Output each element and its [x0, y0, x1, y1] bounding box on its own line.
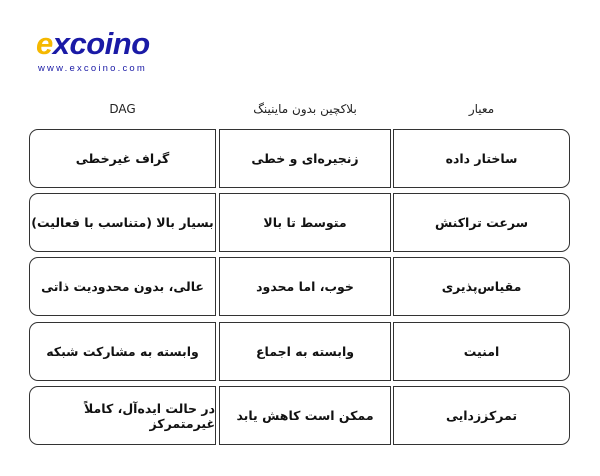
- header-blockchain: بلاکچین بدون ماینینگ: [253, 102, 357, 116]
- cell-dag: وابسته به مشارکت شبکه: [29, 322, 216, 381]
- cell-blockchain: متوسط تا بالا: [219, 193, 391, 252]
- cell-blockchain: وابسته به اجماع: [219, 322, 391, 381]
- cell-criterion: امنیت: [393, 322, 570, 381]
- cell-blockchain: زنجیره‌ای و خطی: [219, 129, 391, 188]
- table-row: [29, 193, 570, 254]
- cell-criterion: مقیاس‌پذیری: [393, 257, 570, 316]
- table-row: [29, 129, 570, 190]
- header-dag: DAG: [109, 102, 136, 116]
- table-row: [29, 322, 570, 383]
- cell-criterion: ساختار داده: [393, 129, 570, 188]
- cell-criterion: سرعت تراکنش: [393, 193, 570, 252]
- cell-blockchain: ممکن است کاهش یابد: [219, 386, 391, 445]
- table-row: [29, 386, 570, 447]
- header-criterion: معیار: [468, 102, 495, 116]
- cell-dag: گراف غیرخطی: [29, 129, 216, 188]
- excoino-logo: [36, 28, 150, 74]
- cell-criterion: تمرکززدایی: [393, 386, 570, 445]
- cell-dag: بسیار بالا (متناسب با فعالیت): [29, 193, 216, 252]
- logo-wordmark: excoino: [36, 26, 150, 61]
- cell-dag: عالی، بدون محدودیت ذاتی: [29, 257, 216, 316]
- cell-dag: در حالت ایده‌آل، کاملاً غیرمتمرکز: [29, 386, 216, 445]
- logo-url: www.excoino.com: [38, 63, 148, 74]
- table-row: [29, 257, 570, 318]
- cell-blockchain: خوب، اما محدود: [219, 257, 391, 316]
